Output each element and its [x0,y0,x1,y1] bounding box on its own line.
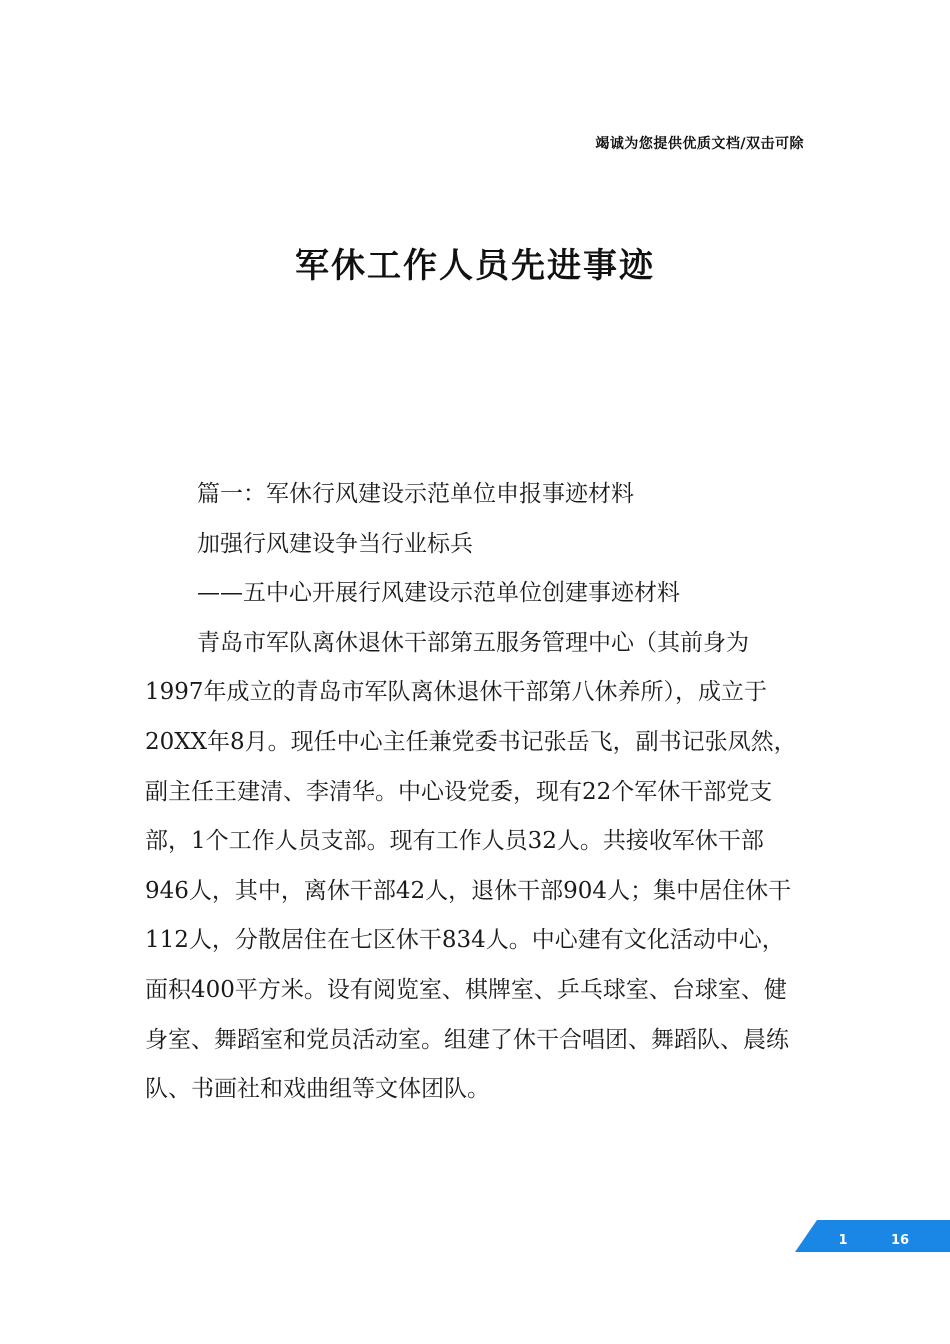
section-heading: 篇一：军休行风建设示范单位申报事迹材料 [197,481,634,507]
subtitle-line: 加强行风建设争当行业标兵 [197,530,473,557]
page-total: 16 [890,1233,910,1248]
header-note: 竭诚为您提供优质文档/双击可除 [595,136,804,152]
page-number-band [795,1220,950,1252]
document-body [145,470,807,1115]
page-number: 1 [838,1233,848,1248]
document-title: 军休工作人员先进事迹 [295,246,655,286]
subtitle-dash-line: ——五中心开展行风建设示范单位创建事迹材料 [197,580,680,607]
body-paragraph: 青岛市军队离休退休干部第五服务管理中心（其前身为1997年成立的青岛市军队离休退休干部第八休养所），成立于20XX年8月。现任中心主任兼党委书记张岳飞，副书记张凤然，副主任王建清、李清华。中心设党委，现有22个军休干部党支部，1个工作人员支部。现有工作人员32人。共接收军休干部946人，其中，离休干部42人，退休干部904人；集中居住休干112人，分散居住在七区休干834人。中心建有文化活动中心，面积400平方米。设有阅览室、棋牌室、乒乓球室、台球室、健身室、舞蹈室和党员活动室。组建了休干合唱团、舞蹈队、晨练队、书画社和戏曲组等文体团队。 [145,629,797,1103]
